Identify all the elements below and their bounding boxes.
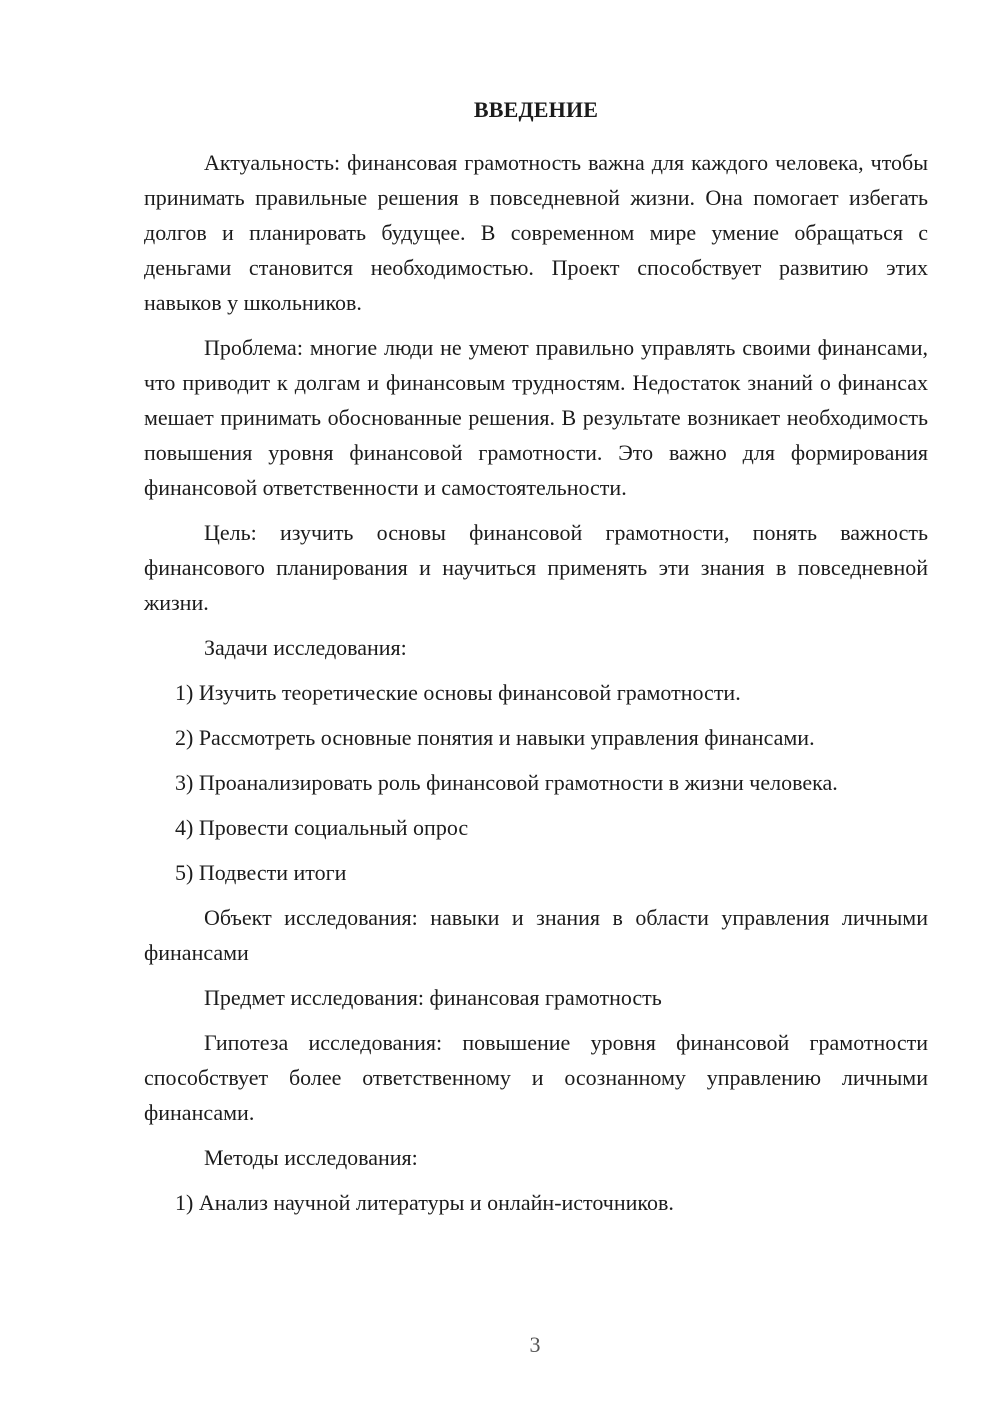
paragraph-methods-heading: Методы исследования: (204, 1145, 418, 1170)
paragraph-hypothesis: Гипотеза исследования: повышение уровня финансовой грамотности способствует более ответственному и осознанному управлению личными финансами. (144, 1030, 928, 1125)
page-content (144, 95, 928, 1220)
task-item-5: 5) Подвести итоги (175, 860, 347, 885)
paragraph-object: Объект исследования: навыки и знания в области управления личными финансами (144, 905, 928, 965)
section-title: ВВЕДЕНИЕ (473, 97, 599, 122)
paragraph-problem: Проблема: многие люди не умеют правильно управлять своими финансами, что приводит к долгам и финансовым трудностям. Недостаток знаний о финансах мешает принимать обоснованные решения. В результате возникает необходимость повышения уровня финансовой грамотности. Это важно для формирования финансовой ответственности и самостоятельности. (144, 335, 928, 500)
task-item-1: 1) Изучить теоретические основы финансовой грамотности. (175, 680, 741, 705)
task-item-3: 3) Проанализировать роль финансовой грамотности в жизни человека. (175, 770, 838, 795)
paragraph-subject: Предмет исследования: финансовая грамотность (204, 985, 662, 1010)
task-item-2: 2) Рассмотреть основные понятия и навыки управления финансами. (175, 725, 815, 750)
paragraph-relevance: Актуальность: финансовая грамотность важна для каждого человека, чтобы принимать правильные решения в повседневной жизни. Она помогает избегать долгов и планировать будущее. В современном мире умение обращаться с деньгами становится необходимостью. Проект способствует развитию этих навыков у школьников. (144, 150, 928, 315)
paragraph-tasks-heading: Задачи исследования: (204, 635, 407, 660)
method-item-1: 1) Анализ научной литературы и онлайн-источников. (175, 1190, 674, 1215)
page-number: 3 (529, 1332, 541, 1357)
task-item-4: 4) Провести социальный опрос (175, 815, 469, 840)
paragraph-goal: Цель: изучить основы финансовой грамотности, понять важность финансового планирования и научиться применять эти знания в повседневной жизни. (144, 520, 928, 615)
